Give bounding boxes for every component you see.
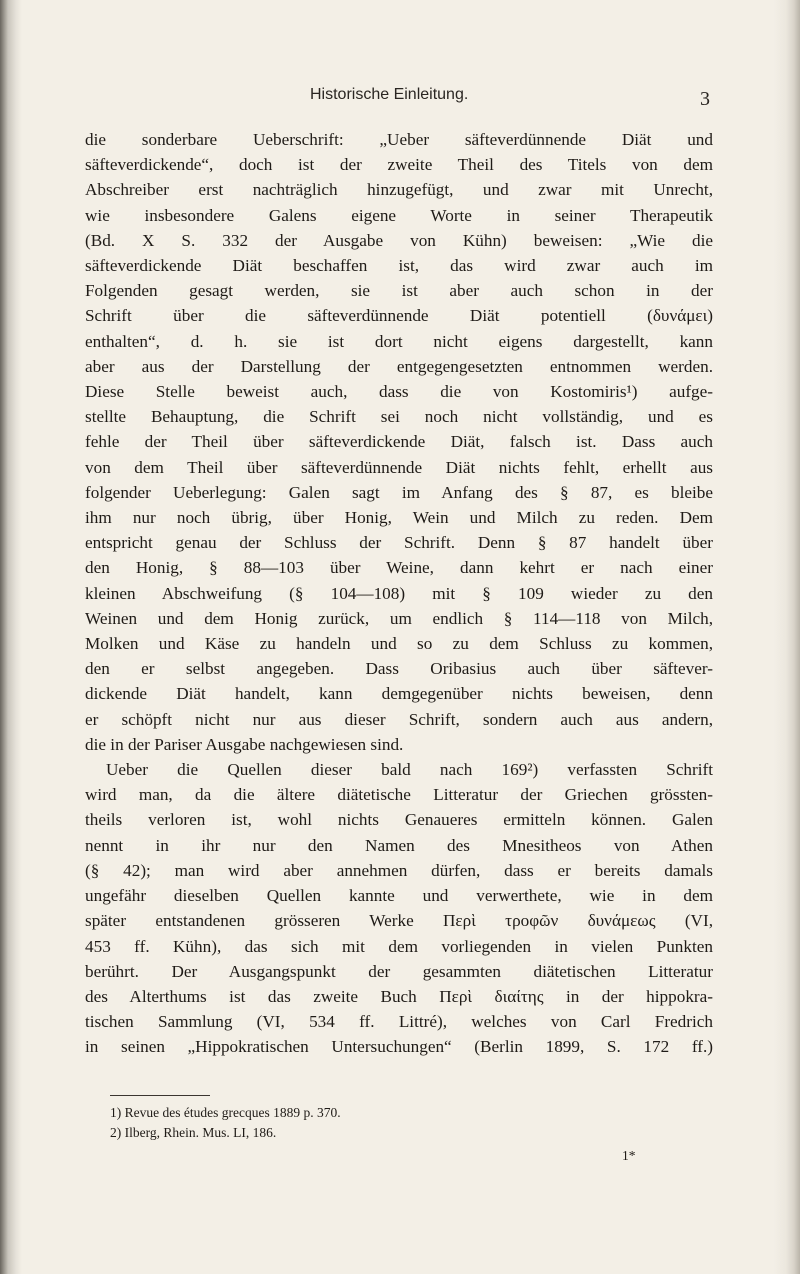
page-number: 3	[700, 88, 710, 110]
text-line: ungefähr dieselben Quellen kannte und verwerthete, wie in dem	[85, 886, 713, 906]
text-line: tischen Sammlung (VI, 534 ff. Littré), welches von Carl Fredrich	[85, 1012, 713, 1032]
text-line: säfteverdickende“, doch ist der zweite Theil des Titels von dem	[85, 155, 713, 175]
footnote-1: 1) Revue des études grecques 1889 p. 370.	[110, 1105, 341, 1120]
text-line: wie insbesondere Galens eigene Worte in seiner Therapeutik	[85, 205, 713, 225]
text-line: stellte Behauptung, die Schrift sei noch nicht vollständig, und es	[85, 407, 713, 427]
text-line: Folgenden gesagt werden, sie ist aber auch schon in der	[85, 281, 713, 301]
text-line: des Alterthums ist das zweite Buch Περὶ διαίτης in der hippokra-	[85, 986, 713, 1006]
text-line: den er selbst angegeben. Dass Oribasius auch über säftever-	[85, 659, 713, 679]
text-line: Diese Stelle beweist auch, dass die von Kostomiris¹) aufge-	[85, 382, 713, 402]
text-line: er schöpft nicht nur aus dieser Schrift, sondern auch aus andern,	[85, 709, 713, 729]
text-line: berührt. Der Ausgangspunkt der gesammten diätetischen Litteratur	[85, 961, 713, 981]
text-line: in seinen „Hippokratischen Untersuchungen“ (Berlin 1899, S. 172 ff.)	[85, 1037, 713, 1057]
text-line: Schrift über die säfteverdünnende Diät potentiell (δυνάμει)	[85, 306, 713, 326]
footnote-rule	[110, 1095, 210, 1096]
text-line: den Honig, § 88—103 über Weine, dann kehrt er nach einer	[85, 558, 713, 578]
paragraph-end-line: die in der Pariser Ausgabe nachgewiesen sind.	[85, 734, 404, 754]
text-line: säfteverdickende Diät beschaffen ist, das wird zwar auch im	[85, 256, 713, 276]
text-line: dickende Diät handelt, kann demgegenüber nichts beweisen, denn	[85, 684, 713, 704]
text-line: von dem Theil über säfteverdünnende Diät nichts fehlt, erhellt aus	[85, 457, 713, 477]
text-line: (§ 42); man wird aber annehmen dürfen, dass er bereits damals	[85, 860, 713, 880]
running-head: Historische Einleitung.	[310, 86, 469, 103]
text-line: aber aus der Darstellung der entgegengesetzten entnommen werden.	[85, 356, 713, 376]
text-line: Molken und Käse zu handeln und so zu dem Schluss zu kommen,	[85, 634, 713, 654]
text-line: theils verloren ist, wohl nichts Genaueres ermitteln können. Galen	[85, 810, 713, 830]
footnotes	[110, 1103, 630, 1143]
text-line: kleinen Abschweifung (§ 104—108) mit § 109 wieder zu den	[85, 583, 713, 603]
footnote-2: 2) Ilberg, Rhein. Mus. LI, 186.	[110, 1125, 277, 1140]
text-line: Abschreiber erst nachträglich hinzugefügt, und zwar mit Unrecht,	[85, 180, 713, 200]
text-line: nennt in ihr nur den Namen des Mnesitheos von Athen	[85, 835, 713, 855]
text-line: Weinen und dem Honig zurück, um endlich § 114—118 von Milch,	[85, 608, 713, 628]
text-line: wird man, da die ältere diätetische Litteratur der Griechen grössten-	[85, 785, 713, 805]
text-line: entspricht genau der Schluss der Schrift. Denn § 87 handelt über	[85, 533, 713, 553]
text-line: folgender Ueberlegung: Galen sagt im Anfang des § 87, es bleibe	[85, 482, 713, 502]
body-text	[85, 127, 713, 1060]
text-line: enthalten“, d. h. sie ist dort nicht eigens dargestellt, kann	[85, 331, 713, 351]
text-line: später entstandenen grösseren Werke Περὶ τροφῶν δυνάμεως (VI,	[85, 911, 713, 931]
text-line: (Bd. X S. 332 der Ausgabe von Kühn) beweisen: „Wie die	[85, 230, 713, 250]
paragraph-start-line: Ueber die Quellen dieser bald nach 169²) verfassten Schrift	[106, 760, 713, 780]
text-line: 453 ff. Kühn), das sich mit dem vorliegenden in vielen Punkten	[85, 936, 713, 956]
text-line: die sonderbare Ueberschrift: „Ueber säfteverdünnende Diät und	[85, 130, 713, 149]
text-line: fehle der Theil über säfteverdickende Diät, falsch ist. Dass auch	[85, 432, 713, 452]
signature-mark: 1*	[622, 1148, 636, 1163]
page-header	[0, 86, 800, 110]
text-line: ihm nur noch übrig, über Honig, Wein und Milch zu reden. Dem	[85, 508, 713, 528]
page-gutter-shadow	[0, 0, 22, 1274]
page-edge-shadow	[774, 0, 800, 1274]
